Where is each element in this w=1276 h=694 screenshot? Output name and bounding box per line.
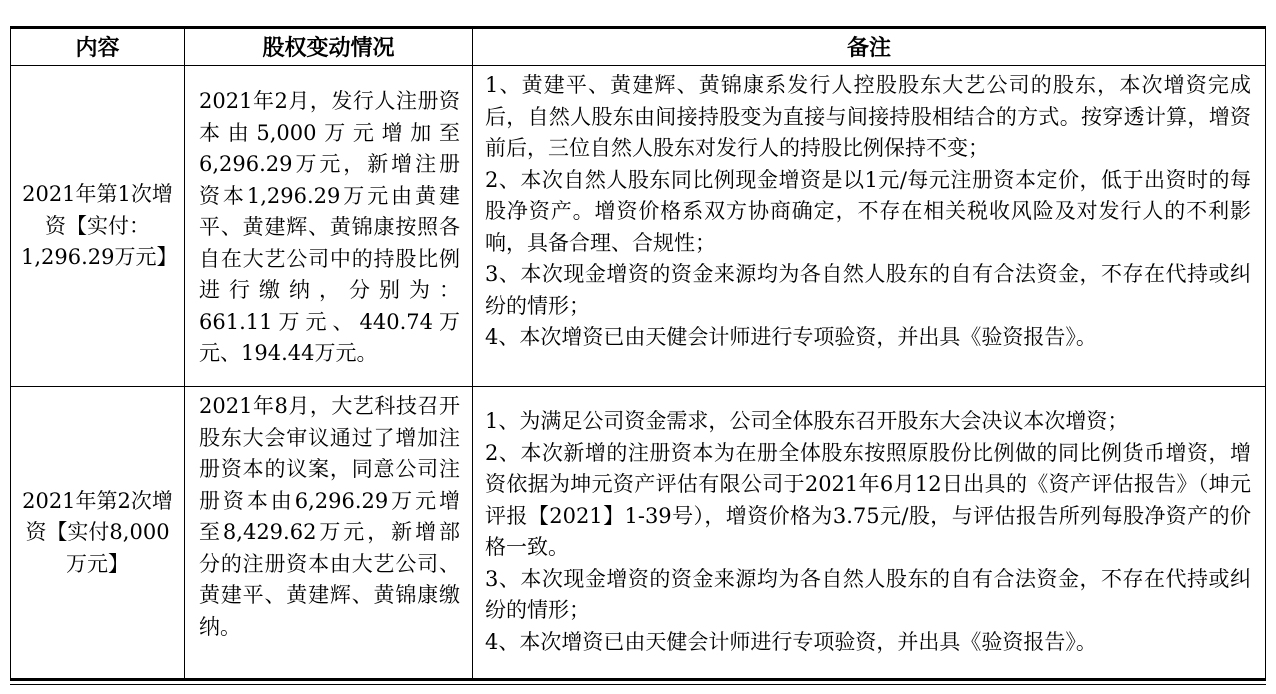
row2-note-3: 3、本次现金增资的资金来源均为各自然人股东的自有合法资金，不存在代持或纠纷的情形； — [485, 566, 1251, 622]
row-divider — [10, 386, 1266, 387]
row1-change — [185, 86, 472, 370]
table-bottom-rule-thin — [10, 684, 1266, 685]
row1-note-3: 3、本次现金增资的资金来源均为各自然人股东的自有合法资金，不存在代持或纠纷的情形； — [485, 262, 1251, 318]
header-equity-change: 股权变动情况 — [262, 35, 395, 61]
row2-change — [185, 391, 472, 643]
row2-change-text: 2021年8月，大艺科技召开股东大会审议通过了增加注册资本的议案，同意公司注册资本由6,296.29万元增至8,429.62万元，新增部分的注册资本由大艺公司、黄建平、黄建辉、黄锦康缴纳。 — [199, 394, 460, 639]
header-divider — [10, 65, 1266, 66]
row1-change-text: 2021年2月，发行人注册资本由5,000万元增加至6,296.29万元，新增注册资本1,296.29万元由黄建平、黄建辉、黄锦康按照各自在大艺公司中的持股比例进行缴纳，分别为：661.11万元、440.74万元、194.44万元。 — [199, 89, 460, 365]
row1-note-4: 4、本次增资已由天健会计师进行专项验资，并出具《验资报告》。 — [485, 325, 1097, 349]
row2-content-text: 2021年第2次增资【实付8,000万元】 — [22, 488, 173, 576]
row2-notes — [473, 406, 1265, 658]
row1-notes — [473, 70, 1265, 354]
row2-content — [11, 388, 184, 678]
column-divider-right — [1265, 29, 1266, 678]
row2-note-1: 1、为满足公司资金需求，公司全体股东召开股东大会决议本次增资； — [485, 409, 1129, 433]
row1-content — [11, 67, 184, 386]
table-bottom-rule — [10, 678, 1266, 681]
row2-note-4: 4、本次增资已由天健会计师进行专项验资，并出具《验资报告》。 — [485, 629, 1097, 654]
header-content: 内容 — [75, 35, 120, 61]
row2-note-2: 2、本次新增的注册资本为在册全体股东按照原股份比例做的同比例货币增资，增资依据为坤元资产评估有限公司于2021年6月12日出具的《资产评估报告》（坤元评报【2021】1-39号），增资价格为3.75元/股，与评估报告所列每股净资产的价格一致。 — [485, 440, 1251, 559]
row1-note-1: 1、黄建平、黄建辉、黄锦康系发行人控股股东大艺公司的股东，本次增资完成后，自然人股东由间接持股变为直接与间接持股相结合的方式。按穿透计算，增资前后，三位自然人股东对发行人的持股比例保持不变； — [485, 73, 1251, 160]
row1-content-text: 2021年第1次增资【实付：1,296.29万元】 — [21, 182, 178, 270]
table-top-rule — [10, 26, 1266, 29]
row1-note-2: 2、本次自然人股东同比例现金增资是以1元/每元注册资本定价，低于出资时的每股净资产。增资价格系双方协商确定，不存在相关税收风险及对发行人的不利影响，具备合理、合规性； — [485, 167, 1251, 255]
header-remarks: 备注 — [846, 35, 891, 61]
